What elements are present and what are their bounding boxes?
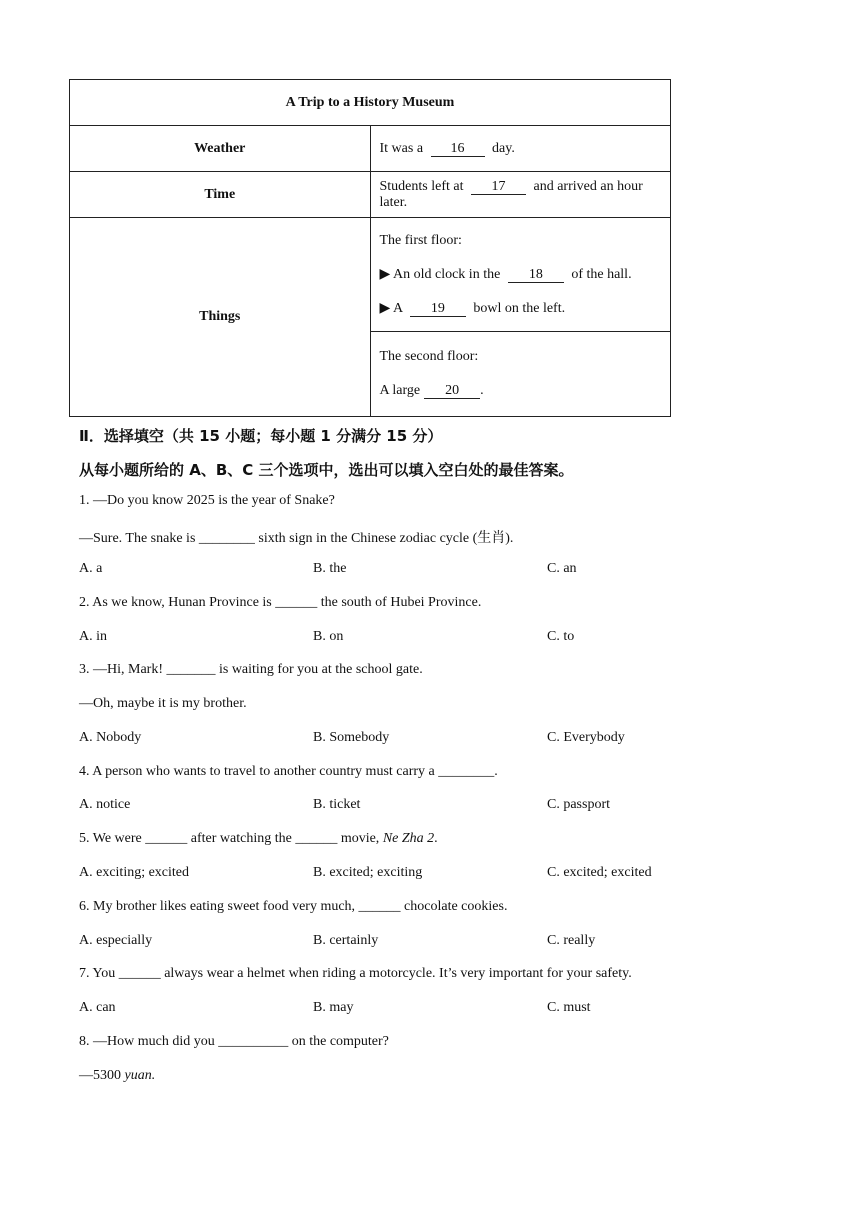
blank-19: 19 (410, 302, 466, 317)
second-floor-block (371, 331, 671, 416)
large-line (380, 374, 671, 408)
question-4-option-a: A. notice (79, 797, 131, 812)
trip-table (69, 79, 671, 417)
clock-line (380, 258, 671, 292)
question-5-option-c: C. excited; excited (547, 865, 652, 880)
time-pre: Students left at (379, 178, 464, 194)
question-5-movie-title: Ne Zha 2 (382, 831, 435, 846)
question-8-line-2 (79, 1068, 155, 1084)
question-6-line-1: 6. My brother likes eating sweet food very much, ______ chocolate cookies. (79, 899, 508, 914)
question-5-option-a: A. exciting; excited (79, 865, 190, 880)
large-post: . (480, 383, 484, 398)
things-content (370, 218, 671, 417)
question-8-line-1: 8. —How much did you __________ on the computer? (79, 1034, 389, 1049)
question-2-option-b: B. on (313, 629, 344, 644)
clock-pre: ▶ An old clock in the (379, 267, 501, 282)
time-label: Time (70, 172, 371, 218)
time-post: and arrived an hour later. (379, 178, 643, 210)
section-heading: Ⅱ．选择填空（共 15 小题；每小题 1 分满分 15 分） (79, 427, 443, 445)
question-7-line-1: 7. You ______ always wear a helmet when riding a motorcycle. It’s very important for your safety. (79, 966, 632, 981)
question-3-line-1: 3. —Hi, Mark! _______ is waiting for you at the school gate. (79, 662, 423, 677)
question-5-text: 5. We were ______ after watching the ______ movie, (79, 831, 380, 846)
question-3-option-a: A. Nobody (79, 730, 142, 745)
question-8-answer-amount: —5300 (79, 1068, 121, 1083)
blank-17: 17 (471, 180, 526, 195)
question-3-line-2: —Oh, maybe it is my brother. (79, 696, 247, 711)
table-title: A Trip to a History Museum (70, 80, 671, 126)
things-label: Things (70, 218, 371, 417)
clock-post: of the hall. (571, 267, 632, 282)
question-4-option-b: B. ticket (313, 797, 361, 812)
question-2-line-1: 2. As we know, Hunan Province is ______ the south of Hubei Province. (79, 595, 482, 610)
section-instruction: 从每小题所给的 A、B、C 三个选项中，选出可以填入空白处的最佳答案。 (79, 461, 574, 479)
question-4-line-1: 4. A person who wants to travel to another country must carry a ________. (79, 764, 498, 779)
question-5-line-1 (79, 831, 438, 847)
bowl-pre: ▶ A (379, 301, 403, 316)
question-3-option-c: C. Everybody (547, 730, 625, 745)
weather-label: Weather (70, 126, 371, 172)
second-floor-heading: The second floor: (379, 349, 479, 364)
question-1-option-b: B. the (313, 561, 347, 576)
question-1-line-2: —Sure. The snake is ________ sixth sign in the Chinese zodiac cycle (生肖). (79, 531, 514, 546)
question-6-option-a: A. especially (79, 933, 153, 948)
weather-content (370, 126, 671, 172)
blank-18: 18 (508, 268, 564, 283)
question-7-option-a: A. can (79, 1000, 116, 1015)
blank-20: 20 (424, 384, 480, 399)
question-2-option-c: C. to (547, 629, 575, 644)
time-content (370, 172, 671, 218)
weather-post: day. (492, 140, 515, 156)
question-2-option-a: A. in (79, 629, 107, 644)
question-4-option-c: C. passport (547, 797, 610, 812)
question-7-option-b: B. may (313, 1000, 354, 1015)
question-1-line-1: 1. —Do you know 2025 is the year of Snake? (79, 493, 335, 508)
question-7-option-c: C. must (547, 1000, 591, 1015)
question-5-period: . (434, 831, 438, 846)
question-5-option-b: B. excited; exciting (313, 865, 423, 880)
bowl-post: bowl on the left. (473, 301, 566, 316)
bowl-line (380, 292, 671, 326)
large-pre: A large (379, 383, 421, 398)
question-6-option-c: C. really (547, 933, 596, 948)
question-3-option-b: B. Somebody (313, 730, 390, 745)
question-1-option-a: A. a (79, 561, 103, 576)
question-1-option-c: C. an (547, 561, 577, 576)
first-floor-heading: The first floor: (379, 233, 462, 248)
question-8-answer-unit: yuan. (124, 1068, 156, 1083)
question-6-option-b: B. certainly (313, 933, 379, 948)
first-floor-block (371, 218, 671, 331)
blank-16: 16 (431, 142, 485, 157)
weather-pre: It was a (379, 140, 424, 156)
